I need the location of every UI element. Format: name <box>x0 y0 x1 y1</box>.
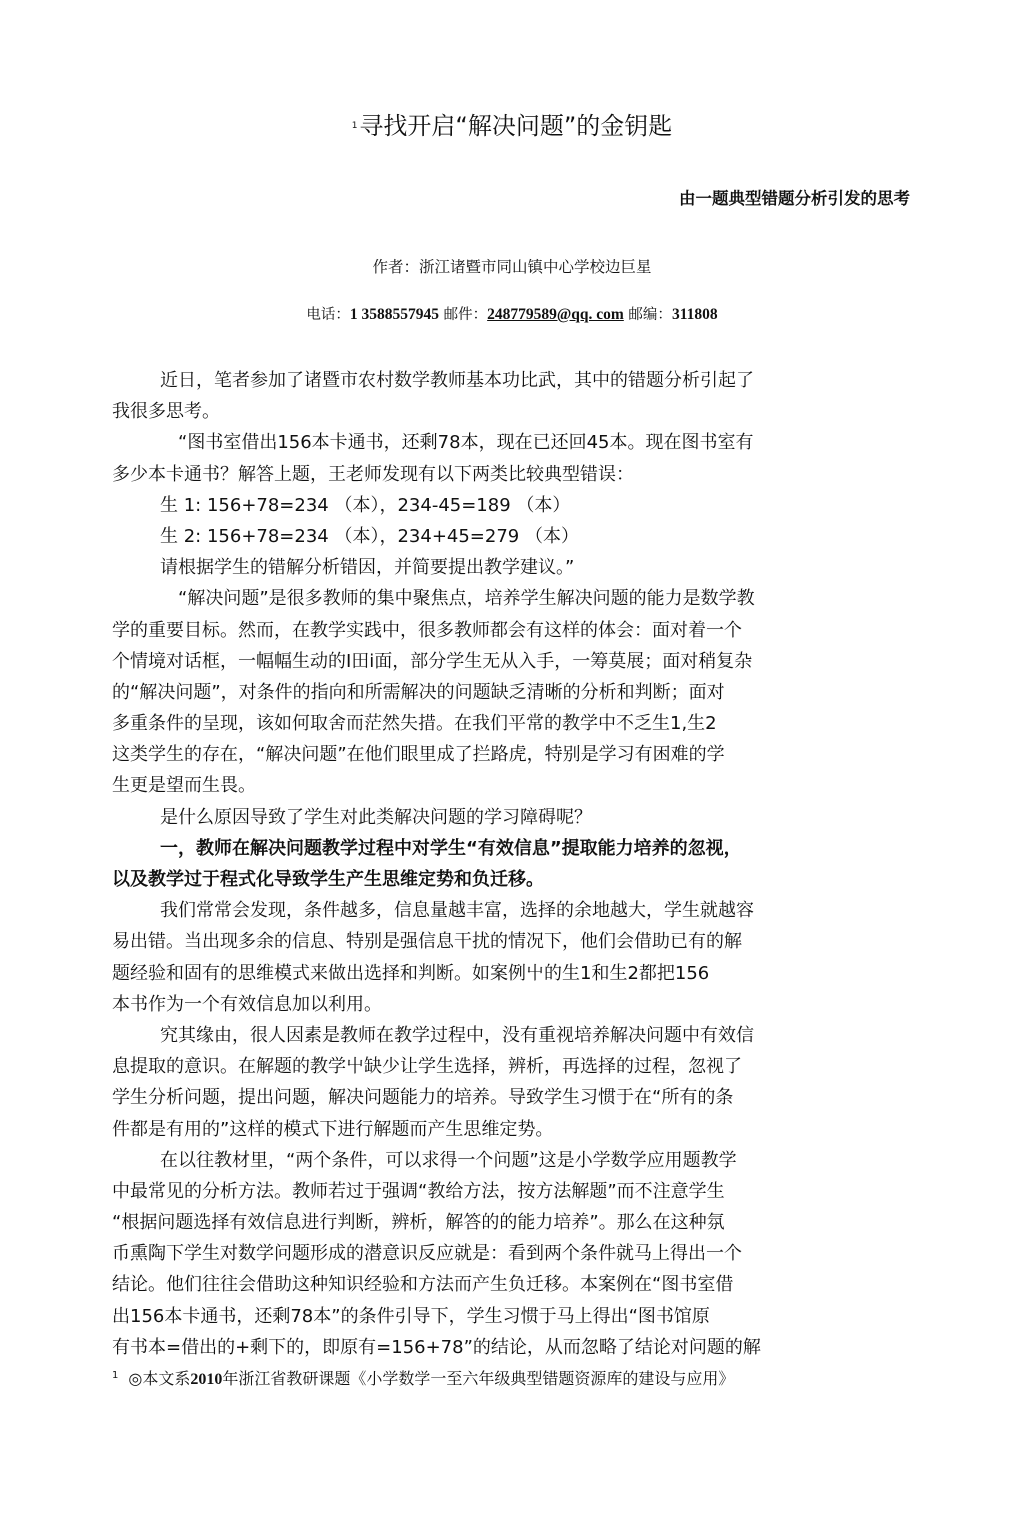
footnote-text: 年浙江省教研课题《小学数学一至六年级典型错题资源库的建设与应用》 <box>222 1369 735 1388</box>
body-line: “图书室借出156本卡通书，还剩78本，现在已还回45本。现在图书室有 <box>178 432 754 454</box>
body-line: 的“解决问题”，对条件的指向和所需解决的问题缺乏清晰的分析和判断；面对 <box>112 681 725 703</box>
body-line: 生 1: 156+78=234 （本），234-45=189 （本） <box>160 494 571 516</box>
phone-number: 1 3588557945 <box>349 306 440 323</box>
body-line: 我很多思考。 <box>112 401 220 423</box>
body-line: 一，教师在解决问题教学过程中对学生“有效信息”提取能力培养的忽视， <box>160 837 742 859</box>
footnote-prefix: ◎本文系 <box>128 1369 191 1388</box>
body-line: “解决问题”是很多教师的集中聚焦点，培养学生解决问题的能力是数学教 <box>178 588 755 610</box>
body-line: 结论。他们往往会借助这种知识经验和方法而产生负迁移。本案例在“图书室借 <box>112 1274 734 1296</box>
article-body <box>112 365 872 1363</box>
body-line: 多少本卡通书？解答上题，王老师发现有以下两类比较典型错误： <box>112 463 634 485</box>
body-line: 请根据学生的错解分析错因，并简要提出教学建议。” <box>160 557 575 579</box>
body-line: 出156本卡通书，还剩78本”的条件引导下，学生习惯于马上得出“图书馆原 <box>112 1305 710 1327</box>
body-line: 币熏陶下学生对数学问题形成的潜意识反应就是：看到两个条件就马上得出一个 <box>112 1243 742 1265</box>
body-line: 有书本=借出的+剩下的，即原有=156+78”的结论，从而忽略了结论对问题的解 <box>112 1336 761 1358</box>
body-line: 件都是有用的”这样的模式下进行解题而产生思维定势。 <box>112 1118 554 1140</box>
body-line: 以及教学过于程式化导致学生产生思维定势和负迁移。 <box>112 869 544 890</box>
body-line: 易出错。当出现多余的信息、特别是强信息干扰的情况下，他们会借助已有的解 <box>112 931 742 953</box>
author-line: 作者：浙江诸暨市同山镇中心学校边巨星 <box>372 258 652 276</box>
email-link[interactable]: 248779589@qq. com <box>487 306 624 323</box>
body-line: 究其缘由，很人因素是教师在教学过程中，没有重视培养解决问题中有效信 <box>160 1024 754 1046</box>
body-line: 息提取的意识。在解题的教学屮缺少让学生选择，辨析，再选择的过程，忽视了 <box>112 1056 742 1078</box>
footnote-number: 1 <box>112 1370 119 1381</box>
footnote-year: 2010 <box>190 1371 223 1388</box>
body-line: 学的重要目标。然而，在教学实践中，很多教师都会有这样的体会：面对着一个 <box>112 619 742 641</box>
body-line: 中最常见的分析方法。教师若过于强调“教给方法，按方法解题”而不注意学生 <box>112 1180 725 1202</box>
body-line: 学生分析问题，提出问题，解决问题能力的培养。导致学生习惯于在“所有的条 <box>112 1087 734 1109</box>
body-line: 我们常常会发现，条件越多，信息量越丰富，选择的余地越大，学生就越容 <box>160 900 754 922</box>
body-line: 是什么原因导致了学生对此类解决问题的学习障碍呢？ <box>160 806 592 828</box>
body-line: 个情境对话框，一幅幅生动的I田i面，部分学生无从入手，一筹莫展；面对稍复杂 <box>112 650 753 672</box>
title-text: 寻找开启“解决问题”的金钥匙 <box>359 112 673 140</box>
body-line: 多重条件的呈现，该如何取舍而茫然失措。在我们平常的教学中不乏生1,生2 <box>112 713 717 735</box>
body-line: 题经验和固有的思维模式来做出选择和判断。如案例屮的生1和生2都把156 <box>112 962 710 984</box>
body-line: 本书作为一个有效信息加以利用。 <box>112 993 382 1015</box>
body-line: 在以往教材里，“两个条件，可以求得一个问题”这是小学数学应用题教学 <box>160 1149 737 1171</box>
phone-label: 电话： <box>306 307 350 323</box>
subtitle: 由一题典型错题分析引发的思考 <box>679 189 910 208</box>
page-title <box>0 109 1024 143</box>
footnote <box>112 1364 892 1392</box>
body-line: “根据问题选择有效信息进行判断，辨析，解答的的能力培养”。那么在这种氛 <box>112 1212 725 1234</box>
body-line: 这类学生的存在，“解决问题”在他们眼里成了拦路虎，特别是学习有困难的学 <box>112 744 725 766</box>
zip-label: 邮编： <box>623 307 672 323</box>
body-line: 生 2: 156+78=234 （本），234+45=279 （本） <box>160 525 579 547</box>
contact-line <box>0 303 1024 327</box>
zip-code: 311808 <box>671 306 718 323</box>
body-line: 生更是望而生畏。 <box>112 775 256 797</box>
email-label: 邮件： <box>439 307 488 323</box>
body-line: 近日，笔者参加了诸暨市农村数学教师基本功比武，其中的错题分析引起了 <box>160 370 754 391</box>
footnote-mark: 1 <box>351 121 358 131</box>
